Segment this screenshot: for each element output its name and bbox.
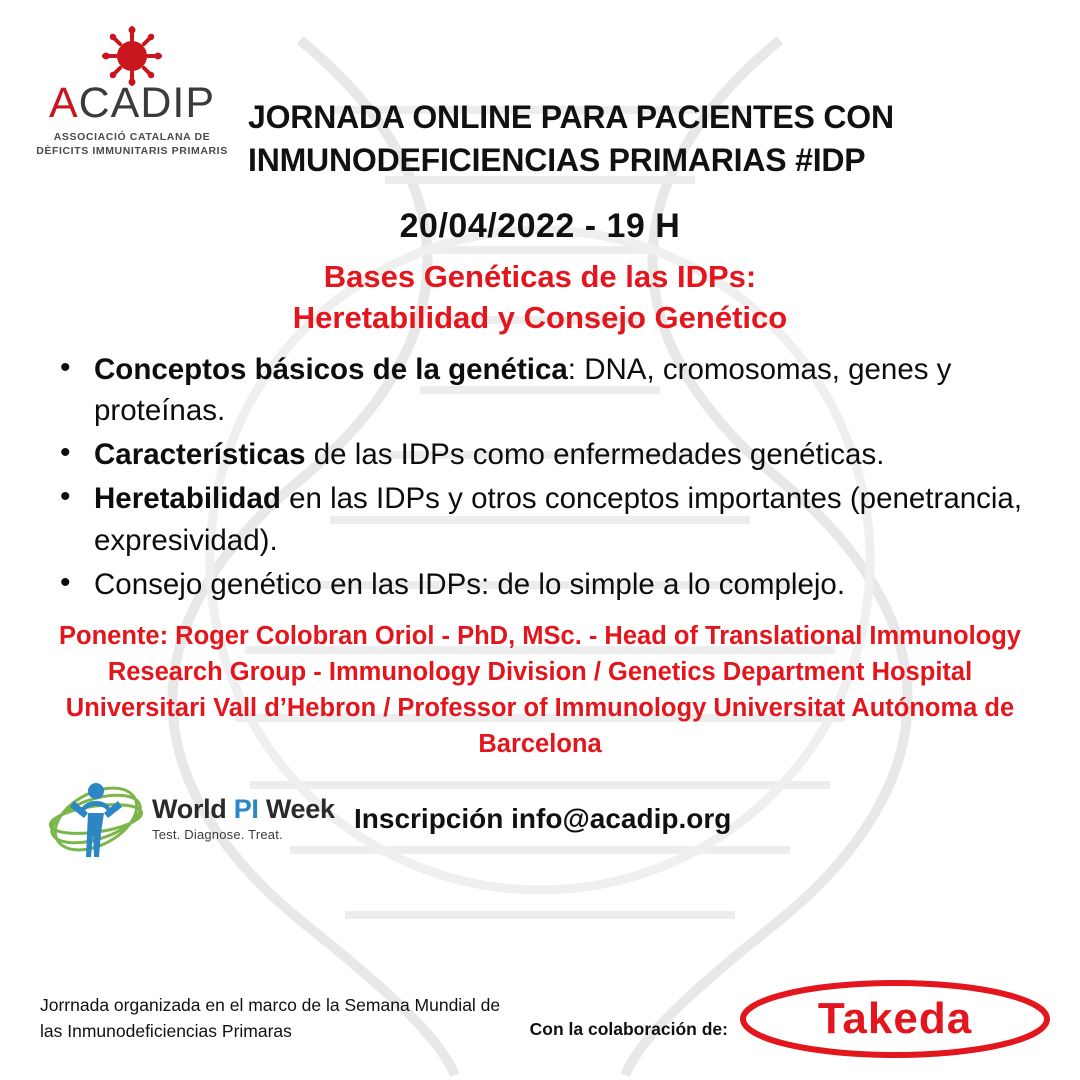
- world-pi-week-tagline: Test. Diagnose. Treat.: [152, 826, 283, 842]
- wpw-word-world: World: [152, 793, 234, 824]
- acadip-logo: [34, 18, 230, 158]
- collaboration-label: Con la colaboración de:: [529, 1019, 728, 1039]
- speaker-block: [30, 618, 1050, 763]
- list-item: [52, 349, 1038, 433]
- list-item: [52, 564, 1038, 606]
- speaker-line4: Barcelona: [478, 730, 602, 759]
- agenda-item-rest: Consejo genético en las IDPs: de lo simple a lo complejo.: [94, 567, 846, 601]
- speaker-line1: Ponente: Roger Colobran Oriol - PhD, MSc. - Head of Translational Immunology: [59, 621, 1021, 650]
- list-item: [52, 478, 1038, 562]
- wpw-word-pi: PI: [233, 793, 266, 824]
- agenda-item-rest: : DNA, cromosomas, genes y proteínas.: [94, 352, 952, 428]
- speaker-line3: Universitari Vall d’Hebron / Professor of Immunology Universitat Autónoma de: [65, 694, 1015, 723]
- agenda-item-bold: Características: [94, 438, 306, 472]
- acadip-subtitle-line2: DÈFICITS IMMUNITARIS PRIMARIS: [36, 145, 228, 158]
- agenda-item-bold: Heretabilidad: [94, 482, 281, 516]
- world-pi-week-mark-icon: [44, 771, 148, 867]
- poster-footer: [0, 960, 1080, 1080]
- wpw-word-week: Week: [265, 793, 335, 824]
- world-pi-week-logo: [44, 771, 344, 867]
- footer-note-line2: las Inmunodeficiencias Primaras: [40, 1020, 292, 1041]
- agenda-list: [52, 349, 1038, 606]
- event-heading: [0, 207, 1080, 338]
- page-title-line1: JORNADA ONLINE PARA PACIENTES CON: [248, 99, 894, 135]
- agenda-item-rest: en las IDPs y otros conceptos importantes (penetrancia, expresividad).: [94, 482, 1023, 558]
- poster-header: [0, 0, 1080, 181]
- registration-row: [44, 771, 1080, 867]
- agenda-item-bold: Conceptos básicos de la genética: [94, 352, 568, 386]
- takeda-wordmark: Takeda: [817, 994, 973, 1043]
- speaker-line2: Research Group - Immunology Division / Genetics Department Hospital: [107, 657, 973, 686]
- page-title: [230, 18, 1056, 181]
- event-subtitle-line1: Bases Genéticas de las IDPs:: [323, 259, 757, 295]
- agenda-item-rest: de las IDPs como enfermedades genéticas.: [305, 438, 885, 472]
- page-title-line2: INMUNODEFICIENCIAS PRIMARIAS #IDP: [248, 141, 866, 178]
- footer-note-line1: Jorrnada organizada en el marco de la Semana Mundial de: [40, 994, 501, 1015]
- footer-note: [40, 992, 500, 1045]
- event-subtitle-line2: Heretabilidad y Consejo Genético: [292, 300, 788, 336]
- world-pi-week-title: [152, 793, 335, 824]
- list-item: [52, 434, 1038, 476]
- world-pi-week-text: [152, 793, 335, 842]
- acadip-wordmark: [34, 79, 230, 127]
- acadip-wordmark-rest: CADIP: [78, 79, 216, 127]
- event-date: 20/04/2022 - 19 H: [399, 207, 681, 246]
- takeda-logo: [740, 980, 1050, 1058]
- acadip-subtitle-line1: ASSOCIACIÓ CATALANA DE: [53, 131, 211, 143]
- acadip-wordmark-initial: A: [48, 79, 79, 127]
- acadip-subtitle: [34, 130, 230, 158]
- registration-text: Inscripción info@acadip.org: [354, 802, 732, 834]
